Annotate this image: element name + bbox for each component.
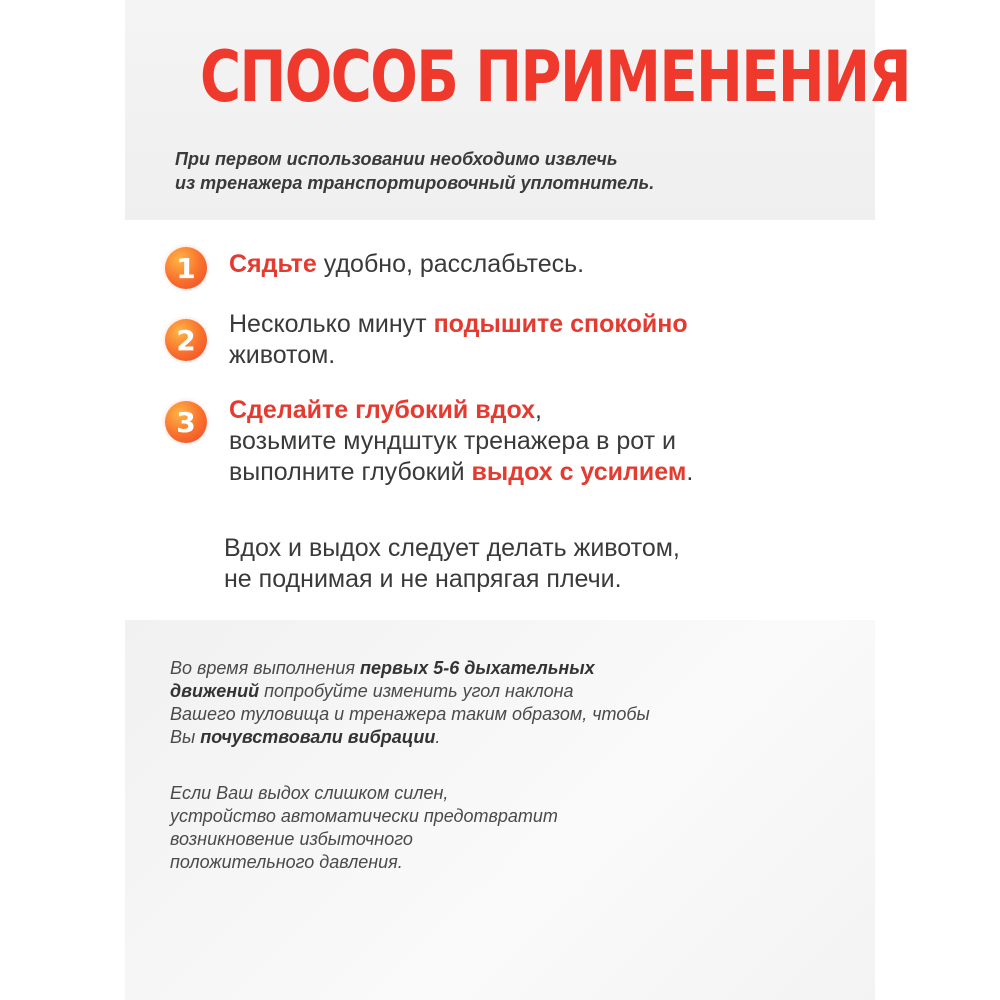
para-line: возникновение избыточного	[170, 829, 413, 849]
breathing-note	[224, 533, 824, 595]
para-plain: попробуйте изменить угол наклона	[259, 681, 574, 701]
step-number-badge: 1	[165, 247, 207, 289]
intro-text	[175, 147, 815, 195]
step-plain: .	[686, 458, 694, 486]
para-plain: Вы	[170, 727, 201, 747]
note-line-2: не поднимая и не напрягая плечи.	[224, 565, 622, 593]
step-highlight: Сядьте	[229, 250, 317, 278]
para-bold: первых 5-6 дыхательных	[359, 658, 595, 678]
para-line	[170, 680, 810, 703]
step-plain: Несколько минут	[229, 310, 434, 338]
step-plain: ,	[535, 396, 542, 424]
para-line	[170, 657, 810, 680]
step-line	[229, 309, 849, 340]
step-text	[229, 249, 849, 280]
para-bold: движений	[170, 681, 260, 701]
step-text	[229, 395, 849, 488]
step-highlight: выдох с усилием	[471, 458, 687, 486]
instruction-page	[125, 0, 910, 1000]
vibration-paragraph	[170, 657, 810, 749]
para-line: Вашего туловища и тренажера таким образом, чтобы	[170, 704, 650, 724]
step-line	[229, 457, 849, 488]
page-title: СПОСОБ ПРИМЕНЕНИЯ	[200, 36, 910, 118]
step-line: животом.	[229, 341, 336, 369]
step-line	[229, 249, 849, 280]
step-plain: удобно, расслабьтесь.	[316, 250, 585, 278]
para-plain: .	[435, 727, 441, 747]
step-line: возьмите мундштук тренажера в рот и	[229, 427, 677, 455]
para-line	[170, 726, 810, 749]
step-line	[229, 395, 849, 426]
para-bold: почувствовали вибрации	[200, 727, 436, 747]
intro-line-2: из тренажера транспортировочный уплотнитель.	[175, 173, 655, 193]
step-highlight: подышите спокойно	[433, 310, 688, 338]
pressure-paragraph	[170, 782, 810, 874]
step-plain: выполните глубокий	[229, 458, 472, 486]
para-line: положительного давления.	[170, 852, 403, 872]
step-text	[229, 309, 849, 371]
step-number-badge: 3	[165, 401, 207, 443]
intro-line-1: При первом использовании необходимо извлечь	[175, 149, 618, 169]
para-line: Если Ваш выдох слишком силен,	[170, 783, 449, 803]
note-line-1: Вдох и выдох следует делать животом,	[224, 534, 680, 562]
para-plain: Во время выполнения	[170, 658, 360, 678]
step-number-badge: 2	[165, 319, 207, 361]
step-highlight: Сделайте глубокий вдох	[229, 396, 536, 424]
para-line: устройство автоматически предотвратит	[170, 806, 558, 826]
